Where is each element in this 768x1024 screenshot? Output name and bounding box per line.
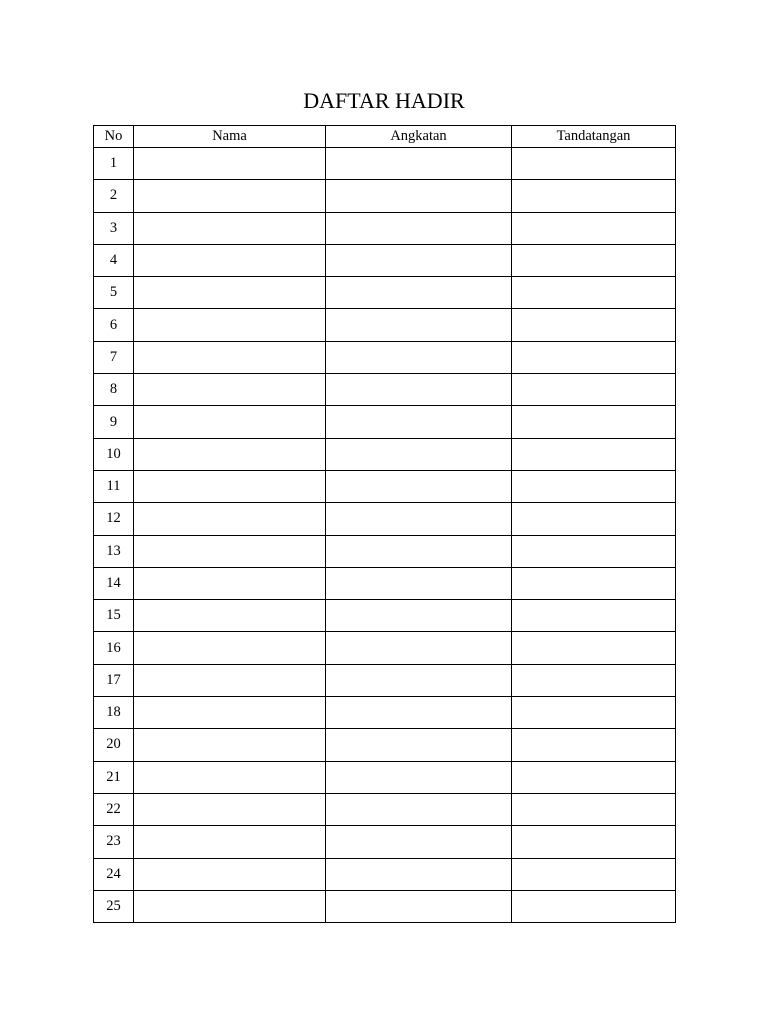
cell-no: 5 (94, 277, 134, 309)
cell-angkatan[interactable] (326, 535, 512, 567)
cell-nama[interactable] (134, 729, 326, 761)
cell-no: 25 (94, 890, 134, 922)
table-row (94, 341, 676, 373)
cell-no: 17 (94, 664, 134, 696)
cell-no: 24 (94, 858, 134, 890)
cell-nama[interactable] (134, 567, 326, 599)
cell-angkatan[interactable] (326, 244, 512, 276)
cell-nama[interactable] (134, 664, 326, 696)
cell-tandatangan[interactable] (512, 341, 676, 373)
cell-nama[interactable] (134, 406, 326, 438)
cell-nama[interactable] (134, 277, 326, 309)
cell-nama[interactable] (134, 761, 326, 793)
table-row (94, 729, 676, 761)
cell-tandatangan[interactable] (512, 793, 676, 825)
cell-angkatan[interactable] (326, 212, 512, 244)
table-row (94, 406, 676, 438)
cell-no: 3 (94, 212, 134, 244)
cell-tandatangan[interactable] (512, 277, 676, 309)
cell-angkatan[interactable] (326, 341, 512, 373)
cell-angkatan[interactable] (326, 438, 512, 470)
cell-tandatangan[interactable] (512, 503, 676, 535)
cell-nama[interactable] (134, 697, 326, 729)
cell-nama[interactable] (134, 180, 326, 212)
cell-angkatan[interactable] (326, 277, 512, 309)
cell-nama[interactable] (134, 858, 326, 890)
cell-no: 12 (94, 503, 134, 535)
cell-tandatangan[interactable] (512, 729, 676, 761)
table-row (94, 212, 676, 244)
table-row (94, 600, 676, 632)
cell-tandatangan[interactable] (512, 212, 676, 244)
cell-tandatangan[interactable] (512, 697, 676, 729)
cell-no: 7 (94, 341, 134, 373)
cell-nama[interactable] (134, 470, 326, 502)
cell-tandatangan[interactable] (512, 826, 676, 858)
cell-tandatangan[interactable] (512, 890, 676, 922)
cell-angkatan[interactable] (326, 858, 512, 890)
cell-tandatangan[interactable] (512, 600, 676, 632)
cell-no: 9 (94, 406, 134, 438)
cell-nama[interactable] (134, 793, 326, 825)
cell-angkatan[interactable] (326, 890, 512, 922)
cell-no: 10 (94, 438, 134, 470)
cell-no: 14 (94, 567, 134, 599)
cell-nama[interactable] (134, 148, 326, 180)
table-row (94, 438, 676, 470)
cell-angkatan[interactable] (326, 470, 512, 502)
cell-tandatangan[interactable] (512, 374, 676, 406)
cell-tandatangan[interactable] (512, 244, 676, 276)
table-row (94, 470, 676, 502)
table-row (94, 503, 676, 535)
cell-angkatan[interactable] (326, 180, 512, 212)
cell-angkatan[interactable] (326, 729, 512, 761)
cell-no: 11 (94, 470, 134, 502)
cell-no: 21 (94, 761, 134, 793)
cell-angkatan[interactable] (326, 632, 512, 664)
table-row (94, 632, 676, 664)
cell-no: 18 (94, 697, 134, 729)
cell-nama[interactable] (134, 890, 326, 922)
cell-tandatangan[interactable] (512, 470, 676, 502)
cell-tandatangan[interactable] (512, 438, 676, 470)
header-tandatangan: Tandatangan (512, 126, 676, 148)
table-row (94, 664, 676, 696)
cell-tandatangan[interactable] (512, 858, 676, 890)
cell-nama[interactable] (134, 374, 326, 406)
cell-tandatangan[interactable] (512, 664, 676, 696)
table-row (94, 761, 676, 793)
cell-tandatangan[interactable] (512, 761, 676, 793)
cell-angkatan[interactable] (326, 793, 512, 825)
header-nama: Nama (134, 126, 326, 148)
cell-angkatan[interactable] (326, 309, 512, 341)
cell-angkatan[interactable] (326, 600, 512, 632)
cell-nama[interactable] (134, 600, 326, 632)
cell-angkatan[interactable] (326, 374, 512, 406)
cell-no: 15 (94, 600, 134, 632)
cell-nama[interactable] (134, 503, 326, 535)
cell-no: 4 (94, 244, 134, 276)
header-angkatan: Angkatan (326, 126, 512, 148)
cell-angkatan[interactable] (326, 503, 512, 535)
cell-tandatangan[interactable] (512, 180, 676, 212)
cell-nama[interactable] (134, 535, 326, 567)
cell-angkatan[interactable] (326, 567, 512, 599)
cell-nama[interactable] (134, 212, 326, 244)
table-row (94, 793, 676, 825)
cell-no: 8 (94, 374, 134, 406)
table-row (94, 277, 676, 309)
cell-tandatangan[interactable] (512, 406, 676, 438)
cell-nama[interactable] (134, 632, 326, 664)
cell-angkatan[interactable] (326, 148, 512, 180)
cell-no: 1 (94, 148, 134, 180)
cell-no: 22 (94, 793, 134, 825)
cell-tandatangan[interactable] (512, 309, 676, 341)
cell-angkatan[interactable] (326, 406, 512, 438)
cell-no: 20 (94, 729, 134, 761)
cell-nama[interactable] (134, 826, 326, 858)
cell-angkatan[interactable] (326, 664, 512, 696)
header-row (94, 126, 676, 148)
cell-nama[interactable] (134, 438, 326, 470)
table-row (94, 535, 676, 567)
cell-no: 13 (94, 535, 134, 567)
cell-tandatangan[interactable] (512, 632, 676, 664)
page-title: DAFTAR HADIR (303, 88, 465, 113)
cell-angkatan[interactable] (326, 826, 512, 858)
header-no: No (94, 126, 134, 148)
cell-angkatan[interactable] (326, 697, 512, 729)
cell-no: 16 (94, 632, 134, 664)
table-row (94, 309, 676, 341)
attendance-table (93, 125, 676, 923)
table-body (94, 148, 676, 923)
table-row (94, 890, 676, 922)
cell-no: 2 (94, 180, 134, 212)
cell-tandatangan[interactable] (512, 148, 676, 180)
table-row (94, 697, 676, 729)
cell-nama[interactable] (134, 244, 326, 276)
cell-no: 23 (94, 826, 134, 858)
cell-nama[interactable] (134, 309, 326, 341)
table-row (94, 180, 676, 212)
table-row (94, 374, 676, 406)
cell-tandatangan[interactable] (512, 535, 676, 567)
cell-angkatan[interactable] (326, 761, 512, 793)
table-row (94, 148, 676, 180)
table-row (94, 858, 676, 890)
table-row (94, 826, 676, 858)
cell-tandatangan[interactable] (512, 567, 676, 599)
cell-no: 6 (94, 309, 134, 341)
table-row (94, 567, 676, 599)
table-row (94, 244, 676, 276)
cell-nama[interactable] (134, 341, 326, 373)
